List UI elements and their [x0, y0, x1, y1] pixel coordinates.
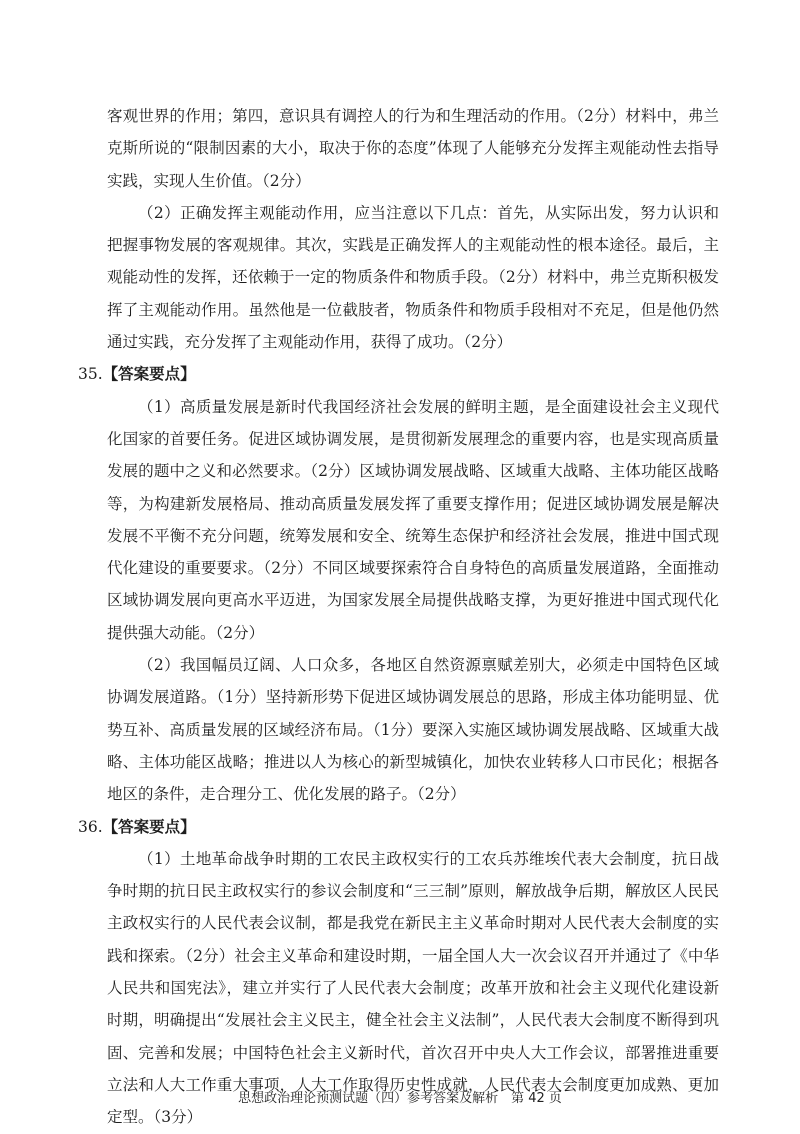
q34-continuation-paragraph-2: （2）正确发挥主观能动作用，应当注意以下几点：首先，从实际出发，努力认识和把握事物发展的客观规律。其次，实践是正确发挥人的主观能动性的根本途径。最后，主观能动性的发挥，还依赖于一定的物质条件和物质手段。（2分）材料中，弗兰克斯积极发挥了主观能动作用。虽然他是一位截肢者，物质条件和物质手段相对不充足，但是他仍然通过实践，充分发挥了主观能动作用，获得了成功。（2分） [107, 203, 719, 352]
q36-heading-label: 【答案要点】 [102, 816, 196, 836]
page-footer: 思想政治理论预测试题（四）参考答案及解析 第 42 页 [238, 1091, 562, 1106]
q35-answer-part-2: （2）我国幅员辽阔、人口众多，各地区自然资源禀赋差别大，必须走中国特色区域协调发展道路。（1分）坚持新形势下促进区域协调发展总的思路，形成主体功能明显、优势互补、高质量发展的区域经济布局。（1分）要深入实施区域协调发展战略、区域重大战略、主体功能区战略；推进以人为核心的新型城镇化，加快农业转移人口市民化；根据各地区的条件，走合理分工、优化发展的路子。（2分） [107, 656, 719, 804]
q36-answer-part-1: （1）土地革命战争时期的工农民主政权实行的工农兵苏维埃代表大会制度，抗日战争时期的抗日民主政权实行的参议会制度和“三三制”原则，解放战争后期，解放区人民民主政权实行的人民代表会议制，都是我党在新民主主义革命时期对人民代表大会制度的实践和探索。（2分）社会主义革命和建设时期，一届全国人大一次会议召开并通过了《中华人民共和国宪法》，建立并实行了人民代表大会制度；改革开放和社会主义现代化建设新时期，明确提出“发展社会主义民主，健全社会主义法制”，人民代表大会制度不断得到巩固、完善和发展；中国特色社会主义新时代，首次召开中央人大工作会议，部署推进重要立法和人大工作重大事项，人大工作取得历史性成就，人民代表大会制度更加成熟、更加定型。（3分） [107, 849, 719, 1127]
q34-continuation-paragraph-1: 客观世界的作用；第四，意识具有调控人的行为和生理活动的作用。（2分）材料中，弗兰克斯所说的“限制因素的大小，取决于你的态度”体现了人能够充分发挥主观能动性去指导实践，实现人生价值。（2分） [107, 107, 719, 190]
q35-number: 35. [78, 365, 103, 384]
q35-answer-part-1: （1）高质量发展是新时代我国经济社会发展的鲜明主题，是全面建设社会主义现代化国家的首要任务。促进区域协调发展，是贯彻新发展理念的重要内容，也是实现高质量发展的题中之义和必然要求。（2分）区域协调发展战略、区域重大战略、主体功能区战略等，为构建新发展格局、推动高质量发展发挥了重要支撑作用；促进区域协调发展是解决发展不平衡不充分问题，统筹发展和安全、统筹生态保护和经济社会发展，推进中国式现代化建设的重要要求。（2分）不同区域要探索符合自身特色的高质量发展道路，全面推动区域协调发展向更高水平迈进，为国家发展全局提供战略支撑，为更好推进中国式现代化提供强大动能。（2分） [107, 397, 719, 642]
q36-heading [78, 811, 690, 843]
answer-content [78, 100, 719, 1134]
q35-heading-label: 【答案要点】 [102, 364, 196, 384]
q35-heading [78, 358, 690, 390]
q36-number: 36. [78, 817, 103, 836]
